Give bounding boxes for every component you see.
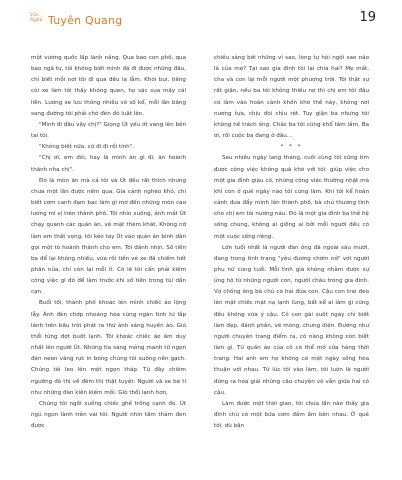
left-text-column xyxy=(31,53,186,432)
paragraph: "Chị ơi, em đói, hay là mình ăn gì đi, ăn hoành thánh nha chị". xyxy=(31,155,186,173)
paragraph: Sau nhiều ngày lang thang, cuối cùng tôi cũng tìm được công việc không quá khó với tôi: giúp việc cho một gia đình giàu có, những công việc thường nhật mà khi còn ở quê ngày nào tôi cũng làm. Khi tôi kể hoàn cảnh đưa đẩy mình lên thành phố, bà chủ thương tình cho chị em tôi nương náu. Đó là một gia đình ba thế hệ sống chung, không ai giống ai bởi mỗi người đều có một cuộc sống riêng. xyxy=(214,155,369,240)
page-header xyxy=(30,8,376,36)
paragraph: Làm được một thời gian, tôi chưa lần nào thấy gia đình chủ có một bữa cơm đầm ấm bên nhau. Ở quê tôi, dù bận xyxy=(214,400,369,430)
paragraph: "Mình đi đâu vậy chị?" Giọng Út yếu ớt vang lên bên tai tôi. xyxy=(31,121,186,140)
page-number: 19 xyxy=(359,10,376,25)
paragraph: Lớn tuổi nhất là người đàn ông đã ngoài sáu mươi, đang trong tình trạng "yêu đương chớm nở" với người phụ nữ cùng tuổi. Mỗi tình già không nhằm được sự ủng hộ từ những người con, người cháu trong gia đình. Vợ chồng ông bà chủ có hai đứa con. Cậu con trai đeo lên mặt chiếc mặt nạ lạnh lùng, bất kể ai làm gì cũng đều không vừa ý cậu. Cô con gái suốt ngày chỉ biết làm đẹp, đánh phấn, vẽ móng, chưng diện. Đường như người chuyên trang điểm ra, cô nàng không còn biết làm gì. Từ quần áo của cô có thể mở cửa hàng thời trang. Hai anh em họ không có một ngày sống hòa thuận với nhau. Từ lúc tôi vào làm, tôi luôn là người đứng ra hòa giải những câu chuyện vô vẫn giữa hai cô cậu. xyxy=(214,244,369,396)
magazine-logo-prefix xyxy=(30,13,42,23)
paragraph: chiếu sáng bởi những vì sao, lòng tự hỏi ngôi sao nào là của mẹ? Tại sao gia đình tôi lại chia hai? Mẹ mất, cha và con lại mỗi người một phương trời. Tôi thật sự rất giận, nếu ba tôi không thiếu nợ thì chị em tôi đâu có lâm vào hoàn cảnh khốn khó thế này, không nơi nương tựa, chịu đói chịu rét. Tuy giận ba nhưng tôi không hề trách ông. Chắc ba tôi cũng khổ tâm lắm. Ba ơi, rồi cuộc ba đang ở đâu... xyxy=(214,55,369,140)
right-text-column xyxy=(214,53,369,432)
paragraph: "Không biết nữa, cứ đi đi rồi tính". xyxy=(39,144,135,151)
paragraph: một vương quốc lấp lánh nắng. Qua bao con phố, qua bao ngã tư, tôi không biết mình đã đi được những đâu, chỉ biết mỗi nơi tôi đi qua đều lạ lẫm. Khói bụi, tiếng còi xe làm tôi thấy không quen, họ sặc sụa mấy cái liền. Lương xe lưu thông nhiều vô số kể, mỗi lần băng sang đường tôi phải chờ đèn đỏ luật lên. xyxy=(31,55,186,117)
section-divider: * * * xyxy=(280,144,303,151)
paragraph: Đó là món ăn mà cả tôi và Út đều rất thích nhưng chưa một lần được nếm qua. Gia cảnh nghèo khó, chỉ biết cơm canh đạm bạc làm gì mơ đến những món cao lương mĩ vị trên thành phố. Tôi nhìn xuống, ánh mắt Út chạy quanh các quán ăn, vẻ mặt thèm khát. Không nỡ làm em thất vọng, tôi kéo tay Út vào quán ăn bình dân gọi một tô hoành thánh cho em. Tôi đánh nhịn. Số tiền ba để lại không nhiều, vừa rồi tiền vé xe đã chiếm hết phân nửa, chỉ còn lại mỗi ít. Có lẽ tôi cần phải kiếm công việc gì đó để làm trước khi số tiền trong túi dần cạn. xyxy=(31,177,186,296)
paragraph: Buổi tối, thành phố khoác lên mình chiếc áo lộng lẫy. Ánh đèn chớp nhoáng hòa cùng ngàn tinh tú lấp lánh trên bầu trời phát ra thứ ánh sáng huyền ảo. Gió thổi từng đợt buốt lạnh. Tôi khoác chiếc áo ấm duy nhất lên người Út. Những tia sáng mỏng manh từ ngọn đèn neon vàng rực in bóng chúng tôi xuống nền gạch. Chúng tôi leo lên một ngọn tháp. Từ đây chiêm ngưỡng đô thị về đêm thì thật tuyệt. Người và xe bé tí như những đàn kiến kiếm mồi. Gió thổi lạnh hơn, xyxy=(31,300,186,396)
paragraph: Chúng tôi ngồi xuống chiếc ghế trống cạnh đó. Út ngủ ngon lành trên vai tôi. Người nhìn tấm thảm đen được xyxy=(31,400,186,430)
logo-prefix-line1: Văn xyxy=(30,13,39,18)
logo-prefix-line2: Nghệ xyxy=(30,18,43,23)
magazine-logo-title: Tuyên Quang xyxy=(48,14,123,27)
